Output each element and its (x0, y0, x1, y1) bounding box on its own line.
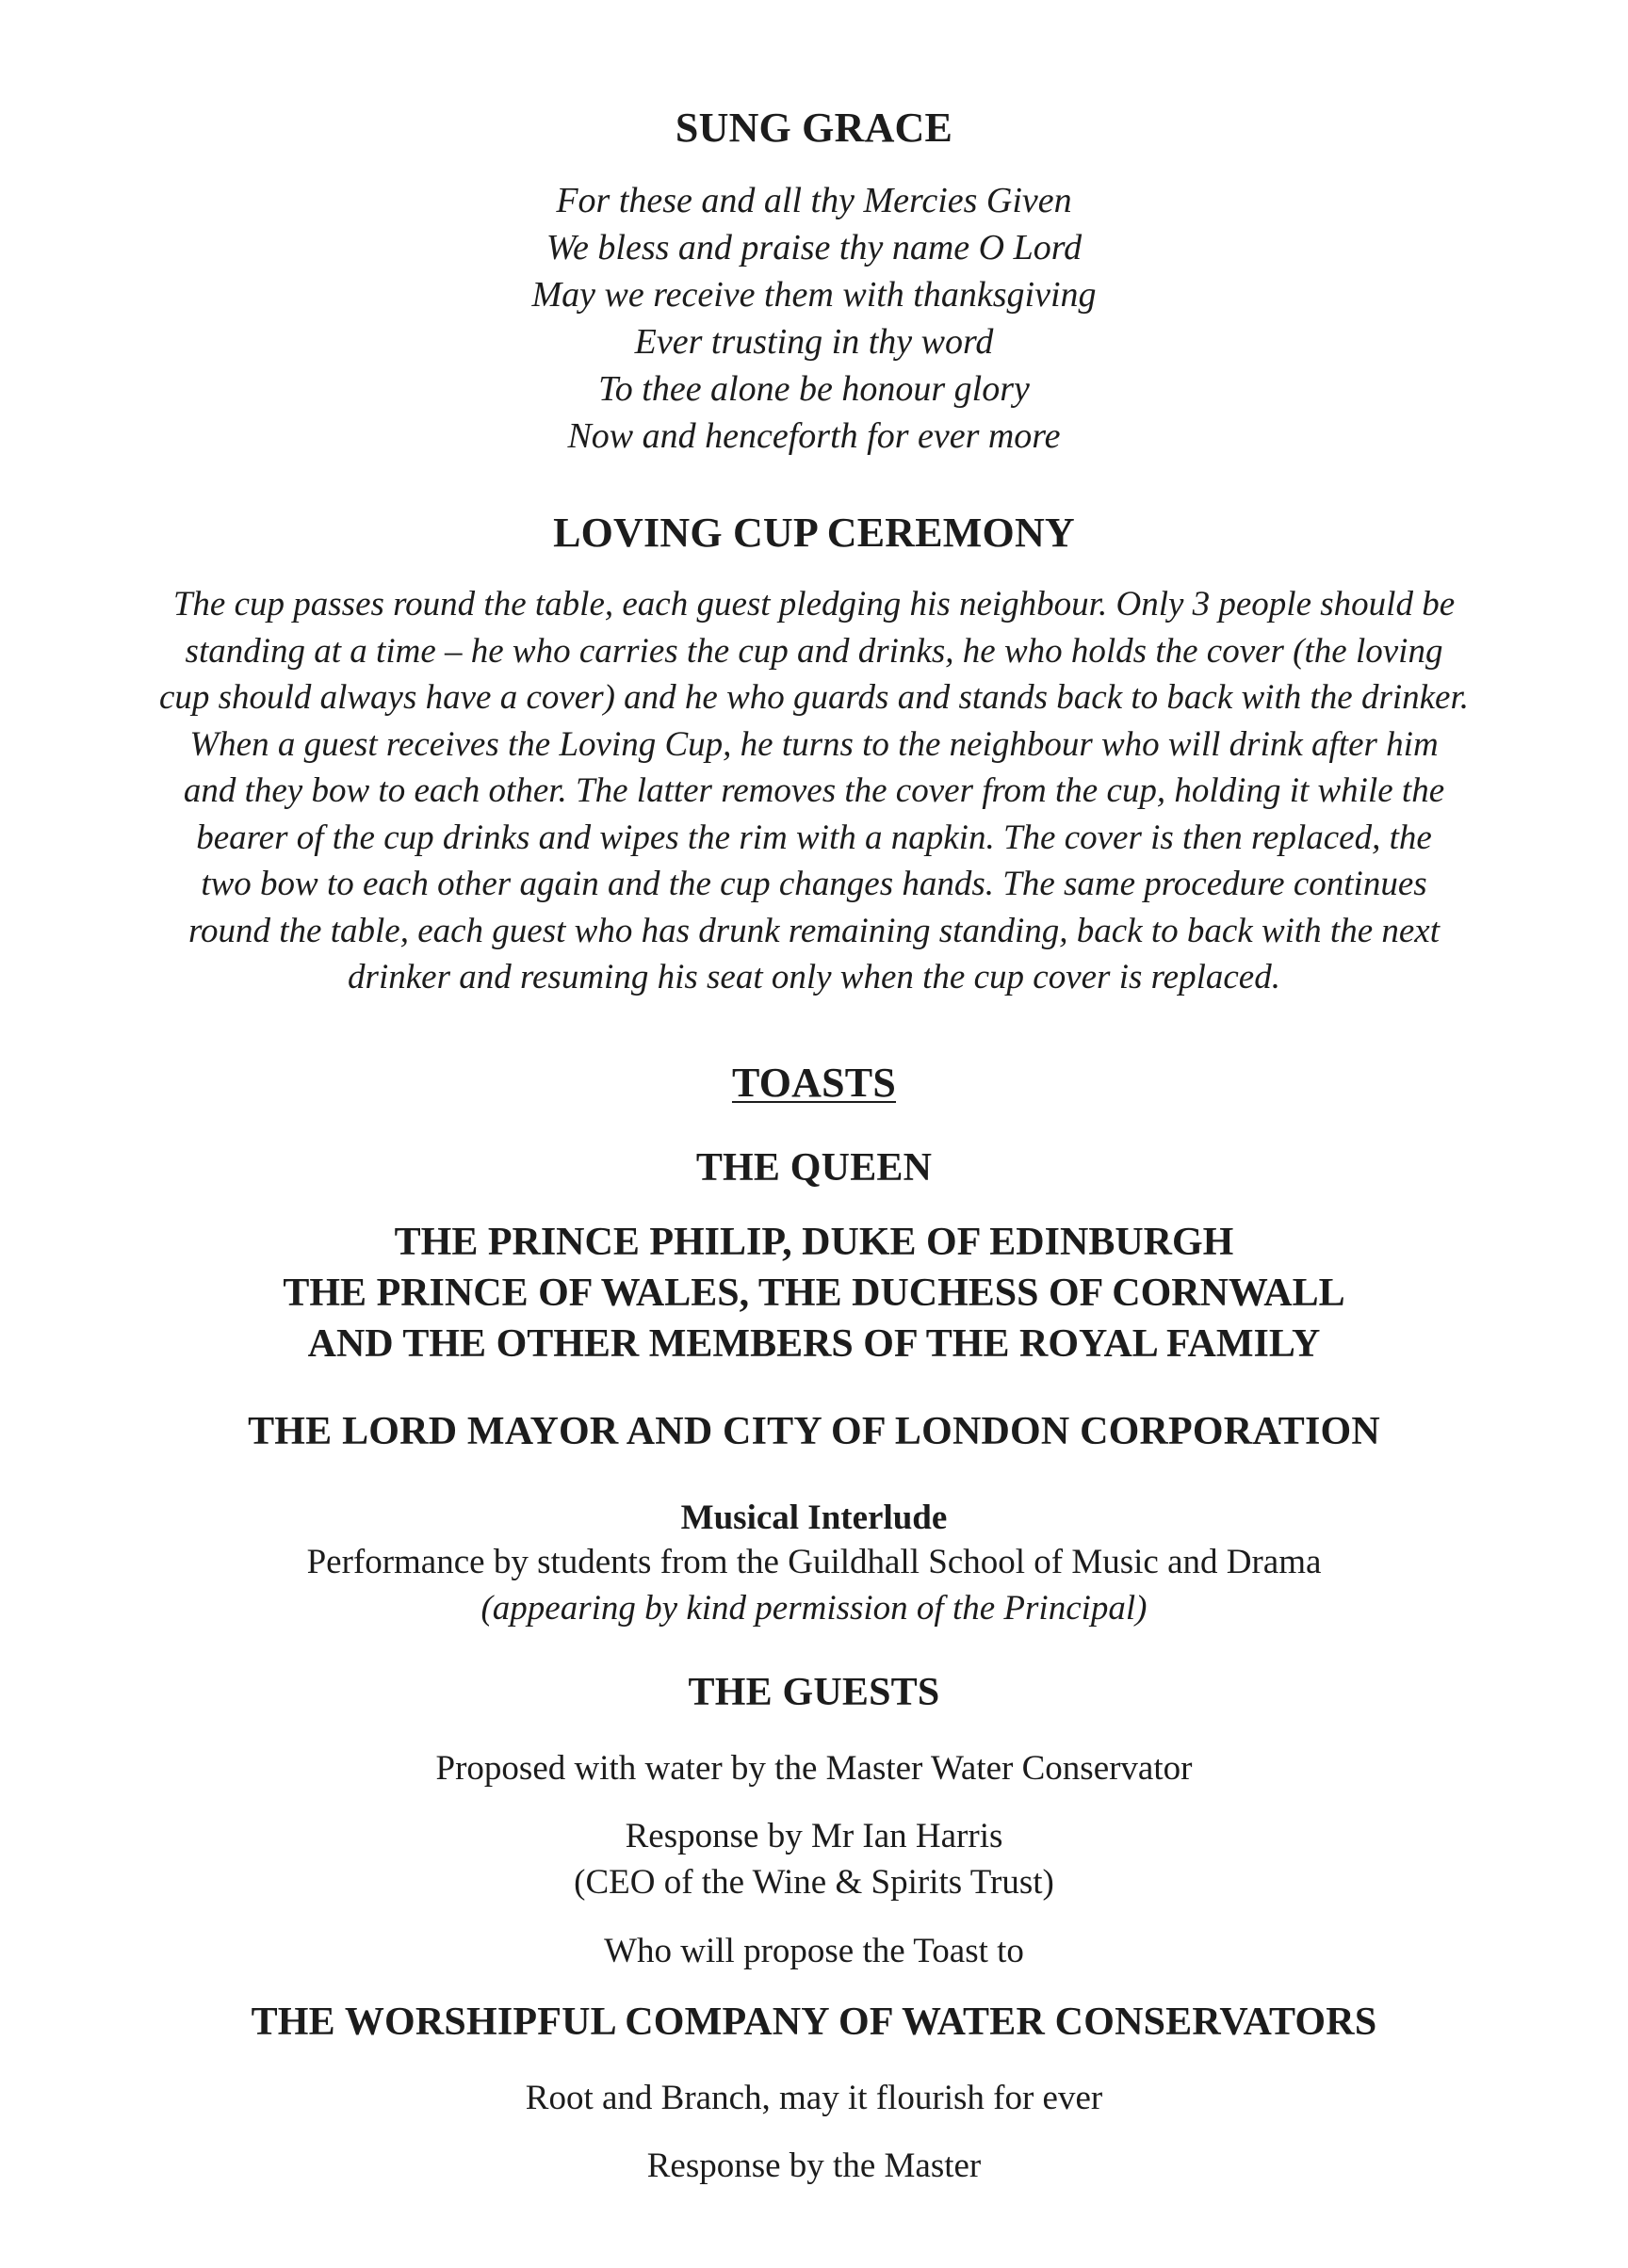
paragraph-line: The cup passes round the table, each guest pledging his neighbour. Only 3 people should be (172, 585, 1456, 624)
paragraph-line: standing at a time – he who carries the cup and drinks, he who holds the cover (the loving (185, 631, 1443, 671)
royal-line: AND THE OTHER MEMBERS OF THE ROYAL FAMILY (307, 1322, 1321, 1366)
toast-company-heading: THE WORSHIPFUL COMPANY OF WATER CONSERVATORS (251, 2001, 1377, 2044)
guests-propose-toast: Who will propose the Toast to (604, 1932, 1024, 1970)
musical-interlude-permission: (appearing by kind permission of the Principal) (480, 1589, 1148, 1628)
guests-proposed: Proposed with water by the Master Water Conservator (435, 1749, 1193, 1788)
verse-line: May we receive them with thanksgiving (531, 275, 1097, 315)
paragraph-line: When a guest receives the Loving Cup, he turns to the neighbour who will drink after him (189, 724, 1439, 764)
paragraph-line: bearer of the cup drinks and wipes the rim with a napkin. The cover is then replaced, the (196, 818, 1432, 857)
paragraph-line: two bow to each other again and the cup changes hands. The same procedure continues (201, 865, 1427, 903)
toasts-heading: TOASTS (731, 1060, 897, 1106)
verse-line: Now and henceforth for ever more (567, 416, 1061, 456)
company-motto: Root and Branch, may it flourish for ever (525, 2079, 1103, 2117)
toast-queen: THE QUEEN (695, 1146, 933, 1190)
verse-line: Ever trusting in thy word (634, 322, 994, 362)
verse-line: To thee alone be honour glory (598, 369, 1030, 409)
paragraph-line: drinker and resuming his seat only when the cup cover is replaced. (348, 958, 1280, 996)
sung-grace-heading: SUNG GRACE (675, 105, 953, 151)
toast-royal-family (0, 1217, 1628, 1369)
musical-interlude-title: Musical Interlude (680, 1498, 948, 1537)
royal-line: THE PRINCE OF WALES, THE DUCHESS OF CORNWALL (283, 1272, 1345, 1315)
toast-guests-heading: THE GUESTS (688, 1671, 940, 1714)
loving-cup-description (0, 581, 1628, 1001)
verse-line: For these and all thy Mercies Given (556, 181, 1072, 220)
musical-interlude-performance: Performance by students from the Guildhall School of Music and Drama (306, 1543, 1322, 1581)
verse-line: We bless and praise thy name O Lord (545, 228, 1083, 267)
paragraph-line: and they bow to each other. The latter removes the cover from the cup, holding it while the (183, 771, 1445, 810)
loving-cup-heading: LOVING CUP CEREMONY (553, 510, 1075, 556)
toast-lord-mayor: THE LORD MAYOR AND CITY OF LONDON CORPORATION (248, 1410, 1380, 1453)
royal-line: THE PRINCE PHILIP, DUKE OF EDINBURGH (394, 1221, 1234, 1264)
paragraph-line: round the table, each guest who has drunk remaining standing, back to back with the next (187, 911, 1441, 950)
guests-response-line2: (CEO of the Wine & Spirits Trust) (574, 1863, 1054, 1902)
sung-grace-verse (0, 177, 1628, 460)
guests-response-line1: Response by Mr Ian Harris (625, 1817, 1003, 1855)
paragraph-line: cup should always have a cover) and he who guards and stands back to back with the drinker. (158, 678, 1470, 717)
company-response: Response by the Master (646, 2146, 982, 2185)
